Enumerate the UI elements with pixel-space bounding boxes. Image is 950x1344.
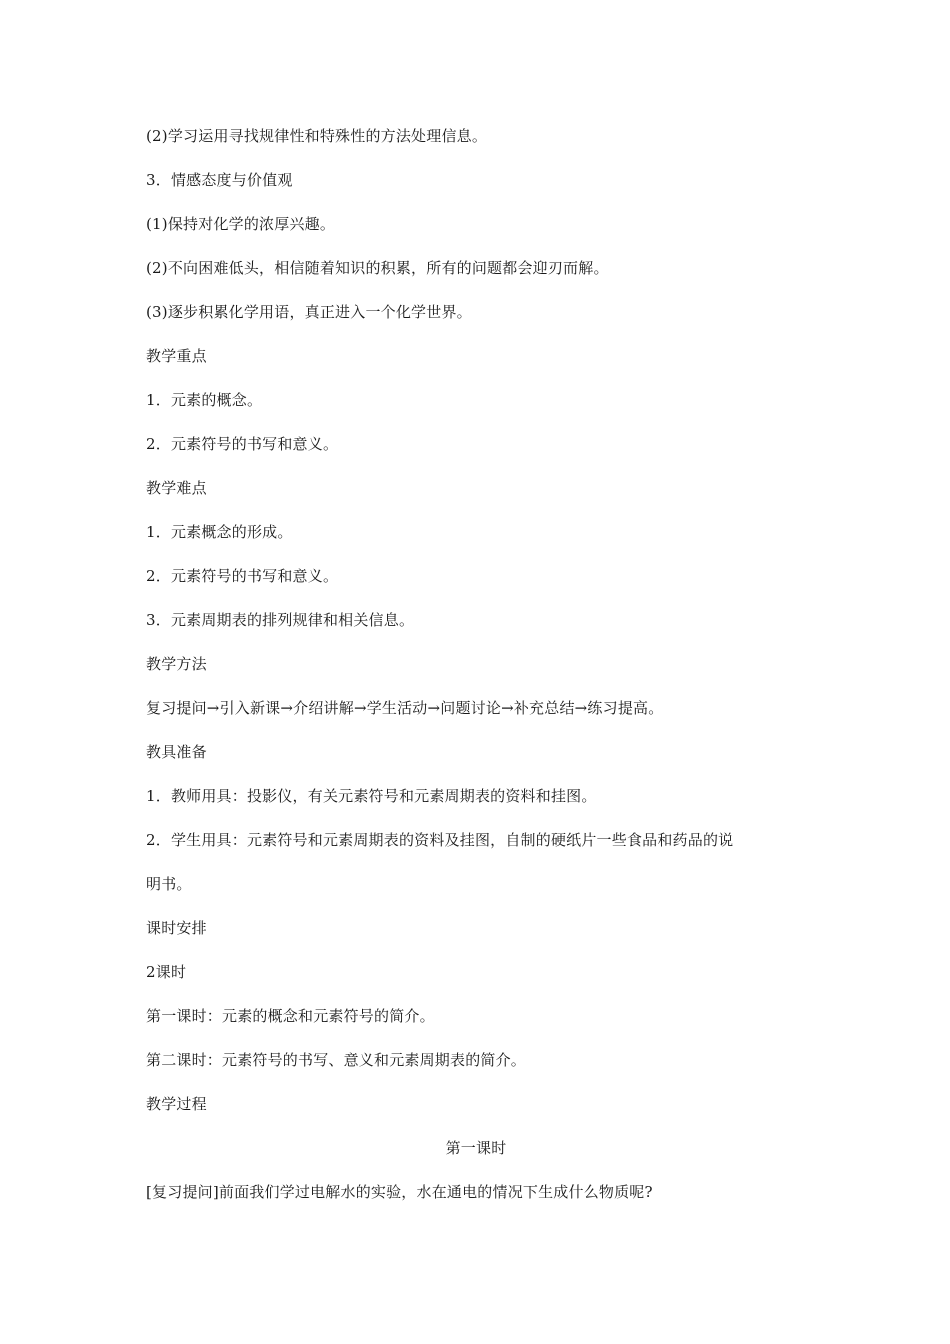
section-heading: 教具准备 bbox=[146, 743, 207, 761]
text-line: (2)不向困难低头，相信随着知识的积累，所有的问题都会迎刃而解。 bbox=[146, 259, 609, 277]
text-line: 1．元素的概念。 bbox=[146, 391, 263, 409]
text-line: 2．元素符号的书写和意义。 bbox=[146, 567, 339, 585]
text-line: 1．元素概念的形成。 bbox=[146, 523, 293, 541]
text-line: 3．元素周期表的排列规律和相关信息。 bbox=[146, 611, 415, 629]
text-line: (3)逐步积累化学用语，真正进入一个化学世界。 bbox=[146, 303, 472, 321]
text-line: 第二课时：元素符号的书写、意义和元素周期表的简介。 bbox=[146, 1051, 527, 1069]
text-line: 2．学生用具：元素符号和元素周期表的资料及挂图，自制的硬纸片一些食品和药品的说 bbox=[146, 831, 734, 849]
section-heading: 3．情感态度与价值观 bbox=[146, 171, 293, 189]
section-heading: 教学难点 bbox=[146, 479, 207, 497]
lesson-title: 第一课时 bbox=[445, 1139, 507, 1157]
text-line: 第一课时：元素的概念和元素符号的简介。 bbox=[146, 1007, 435, 1025]
text-line: 明书。 bbox=[146, 875, 192, 893]
text-line: (2)学习运用寻找规律性和特殊性的方法处理信息。 bbox=[146, 127, 488, 145]
text-line: 2．元素符号的书写和意义。 bbox=[146, 435, 339, 453]
section-heading: 教学重点 bbox=[146, 347, 207, 365]
text-line: [复习提问]前面我们学过电解水的实验，水在通电的情况下生成什么物质呢? bbox=[146, 1183, 653, 1201]
text-line: 1．教师用具：投影仪，有关元素符号和元素周期表的资料和挂图。 bbox=[146, 787, 597, 805]
section-heading: 教学过程 bbox=[146, 1095, 207, 1113]
text-line: (1)保持对化学的浓厚兴趣。 bbox=[146, 215, 336, 233]
section-heading: 课时安排 bbox=[146, 919, 207, 937]
section-heading: 教学方法 bbox=[146, 655, 207, 673]
text-line: 2课时 bbox=[146, 963, 187, 981]
text-line: 复习提问→引入新课→介绍讲解→学生活动→问题讨论→补充总结→练习提高。 bbox=[146, 699, 664, 717]
